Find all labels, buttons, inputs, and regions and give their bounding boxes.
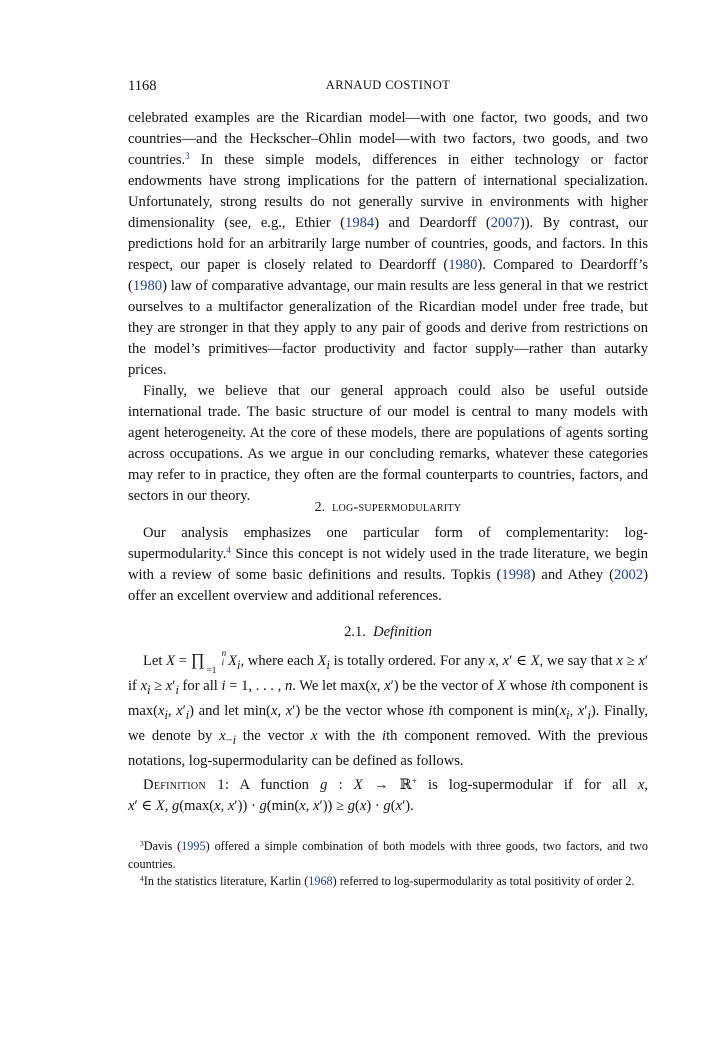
citation-link[interactable]: 2007 — [490, 215, 520, 231]
math-X: X — [497, 678, 507, 695]
text-run: In these simple models, differences in either technology or factor endowments have strong implications for the pattern of international specialization. Unfortunately, strong results do not generally survive in environments with higher dimensionality (see, e.g., Ethier ( — [128, 152, 648, 231]
math-max-xi-xiprime: $\max(x_i$, $x'_i$) — [128, 703, 195, 722]
text-run: ) offer an excellent overview and additional references. — [128, 567, 648, 604]
math-i: i — [428, 703, 433, 720]
text-run: ) law of comparative advantage, our main results are less general in that we restrict ourselves to a multifactor generalization of the Ricardian model under free trade, but they are stronger in that they apply to any pair of goods and derive from restrictions on the model’s primitives—factor productivity and factor supply—rather than autarky prices. — [128, 278, 648, 378]
paragraph-definition-setup — [128, 649, 648, 772]
footnote-mark: 4 — [140, 873, 144, 883]
text-run: . — [410, 798, 414, 814]
text-run: whose — [506, 678, 551, 695]
text-run: with the — [317, 727, 383, 744]
subsection-title: Definition — [373, 624, 432, 640]
math-i: i — [382, 727, 387, 744]
text-run: Since this concept is not widely used in the trade literature, we begin with a review of some basic definitions and results. Topkis ( — [128, 546, 648, 583]
footnote-ref-3[interactable]: 3 — [185, 151, 190, 162]
math-i: i — [550, 678, 555, 695]
footnote-3 — [128, 838, 648, 873]
definition-statement — [128, 775, 648, 817]
text-run: for all — [178, 678, 222, 695]
text-run: , where each — [240, 653, 318, 670]
footnote-mark: 3 — [140, 838, 144, 848]
section-2-heading — [128, 500, 648, 516]
math-min-x-xprime: min(x, x′) — [243, 703, 301, 720]
definition-1 — [128, 775, 648, 817]
footnotes — [128, 838, 648, 891]
text-run: th component removed. With the previous notations, log-supermodularity can be defined as follows. — [128, 727, 648, 769]
text-run: th component is — [554, 678, 649, 695]
subsection-heading — [128, 624, 648, 641]
footnote-ref-4[interactable]: 4 — [226, 545, 231, 556]
definition-intro — [128, 649, 648, 772]
math-xi-geq-xiprime: $x_i \ge x'_i$ — [140, 678, 179, 698]
page-number: 1168 — [128, 78, 157, 94]
text-run: celebrated examples are the Ricardian model—with one factor, two goods, and two countries—and the Heckscher–Ohlin model—with two factors, two goods, and two countries. — [128, 110, 648, 168]
text-run: ). Compared to Deardorff’s ( — [128, 257, 648, 294]
running-head — [128, 78, 648, 96]
citation-link[interactable]: 1998 — [501, 567, 531, 583]
text-run: is log-supermodular if for all — [416, 777, 638, 793]
math-lsm-inequality: x′ ∈ X, g(max(x, x′)) · g(min(x, x′)) ≥ g(x) · g(x′) — [128, 798, 411, 814]
math-function-g: g : X → ℝ+ — [320, 776, 417, 793]
text-run: , we say that — [539, 653, 617, 670]
math-max-x-xprime: max(x, x′) — [340, 678, 399, 695]
paragraph-complementarity — [128, 523, 648, 607]
section-number: 2. — [314, 500, 326, 515]
paragraph-specialization — [128, 108, 648, 381]
citation-link[interactable]: 1995 — [181, 839, 206, 853]
section-1-continued — [128, 108, 648, 507]
citation-link[interactable]: 2002 — [613, 567, 644, 583]
text-run: if — [128, 678, 141, 695]
text-run: Davis ( — [143, 839, 182, 853]
citation-link[interactable]: 1980 — [132, 278, 163, 294]
text-run: ) and Athey ( — [530, 567, 614, 583]
text-run: is totally ordered. For any — [329, 653, 489, 670]
text-run: ) and Deardorff ( — [374, 215, 491, 231]
text-run: ) referred to log-supermodularity as total positivity of order 2. — [332, 874, 635, 888]
text-run: . We let — [292, 678, 341, 695]
running-title: ARNAUD COSTINOT — [325, 78, 451, 92]
text-run: Let — [143, 653, 167, 670]
math-x: x — [311, 727, 318, 744]
math-x-geq-xprime: x ≥ x′ — [616, 653, 649, 670]
math-xi: $X_i$ — [317, 653, 330, 673]
text-run: ) offered a simple combination of both models with three goods, two factors, and two countries. — [128, 839, 648, 871]
definition-label: Definition 1 — [143, 777, 226, 793]
paragraph-general-approach: Finally, we believe that our general approach could also be useful outside international trade. The basic structure of our model is central to many models with agent heterogeneity. At the core of these models, there are populations of agents sorting across occupations. As we argue in our concluding remarks, whatever these categories may refer to in practice, they often are the formal counterparts to countries, factors, and sectors in our theory. — [128, 383, 648, 504]
text-run: )). By contrast, our predictions hold for an arbitrarily large number of countries, goods, and factors. In this respect, our paper is closely related to Deardorff ( — [128, 215, 649, 273]
citation-link[interactable]: 1968 — [308, 874, 333, 888]
section-title: log-supermodularity — [332, 500, 462, 515]
text-run: In the statistics literature, Karlin ( — [143, 874, 309, 888]
math-x-xprime-in-X: x, x′ ∈ X — [488, 653, 540, 670]
math-index-range: i = 1, . . . , n — [221, 678, 293, 695]
math-x-minus-i: $x_{-i}$ — [219, 727, 236, 747]
text-run: th component is — [432, 703, 533, 720]
subsection-number: 2.1. — [344, 624, 366, 640]
citation-link[interactable]: 1984 — [345, 215, 375, 231]
text-run: and let — [194, 703, 244, 720]
math-min-xi-xiprime: $\min(x_i$, $x'_i$) — [532, 703, 596, 722]
text-run: be the vector whose — [300, 703, 429, 720]
footnote-4 — [128, 873, 648, 891]
section-2-body — [128, 523, 648, 607]
text-run: : A function — [225, 777, 321, 793]
math-x: x — [637, 777, 645, 793]
text-run: , — [644, 777, 648, 793]
text-run: be the vector of — [398, 678, 498, 695]
text-run: the vector — [235, 727, 312, 744]
citation-link[interactable]: 1980 — [448, 257, 478, 273]
text-run: Our analysis emphasizes one particular form of complementarity: log-supermodularity. — [128, 525, 648, 562]
text-run: . Finally, we denote by — [128, 703, 648, 744]
math-product-definition: X = ∏ n i =1 $X_i$ — [166, 648, 241, 676]
